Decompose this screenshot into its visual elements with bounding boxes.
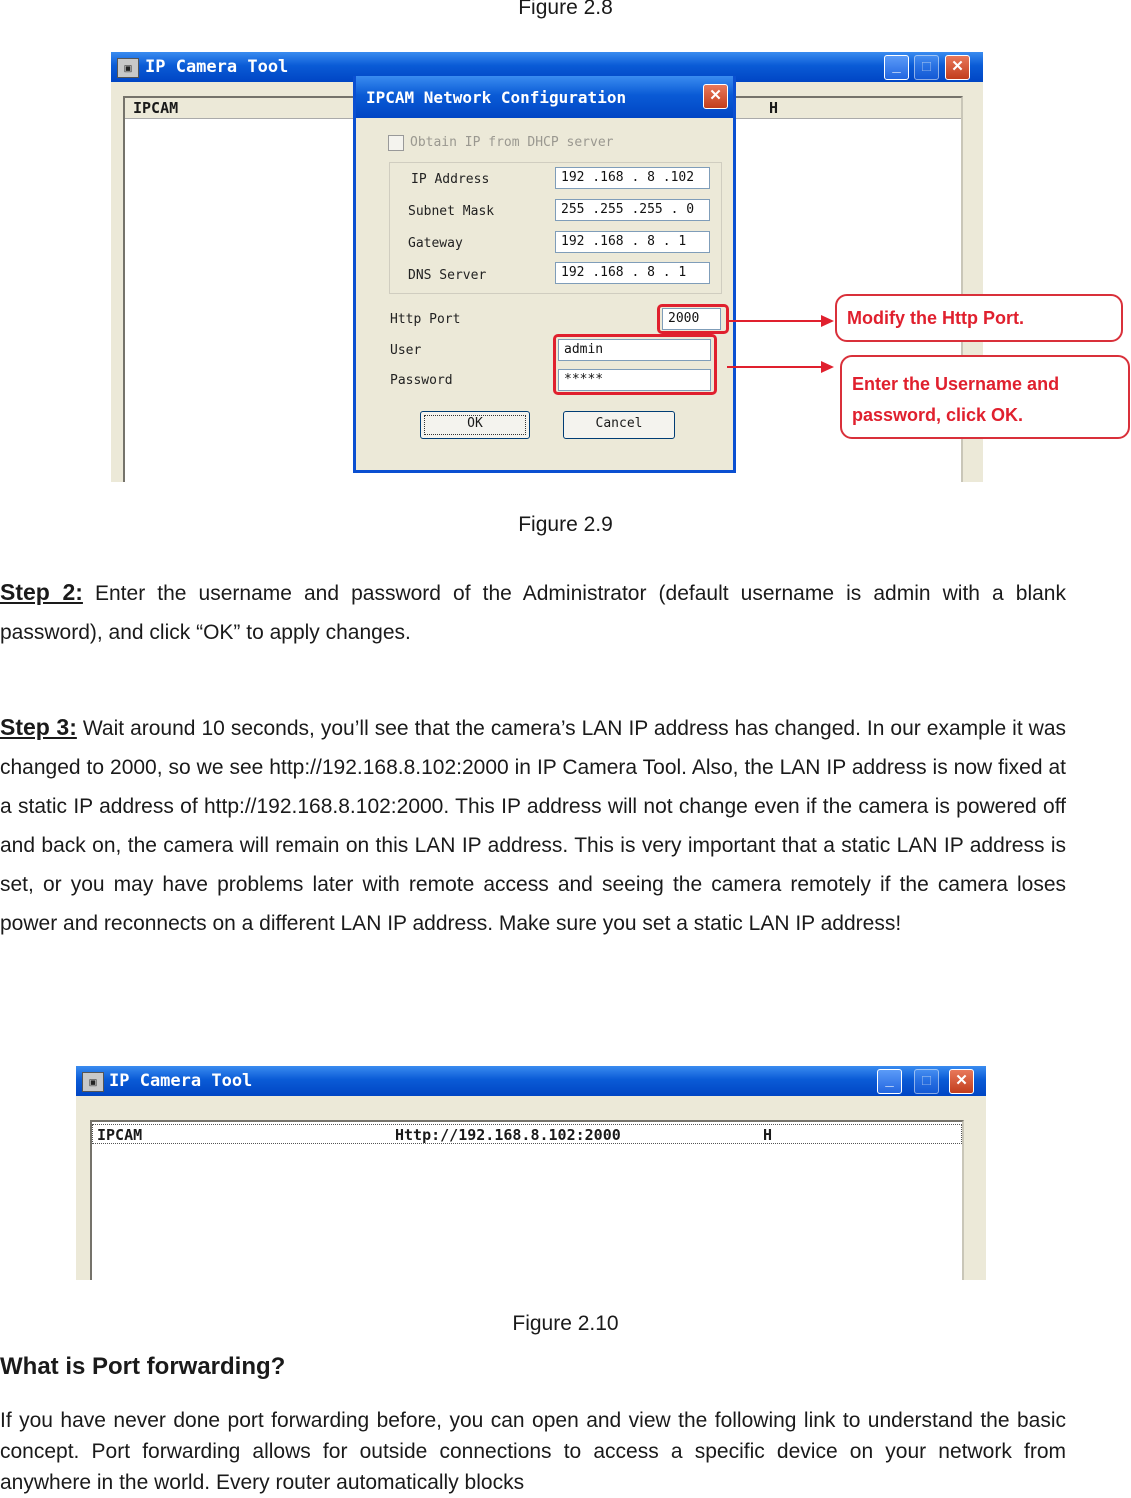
callout-line-1: Enter the Username and	[852, 374, 1060, 394]
ip-camera-tool-window-2	[76, 1066, 986, 1280]
app-icon: ▣	[117, 58, 139, 78]
list-col-ipcam: IPCAM	[133, 99, 179, 117]
minimize-icon[interactable]: _	[884, 55, 909, 80]
password-field[interactable]: *****	[558, 369, 711, 391]
step-3-text: Wait around 10 seconds, you’ll see that the camera’s LAN IP address has changed. In our example it was changed to 2000, so we see http://192.168.8.102:2000 in IP Camera Tool. Also, the LAN IP address is now fixed at a static IP address of http://192.168.8.102:2000. This IP address will not change even if the camera is powered off and back on, the camera will remain on this LAN IP address. This is very important that a static LAN IP address is set, or you may have problems later with remote access and seeing the camera remotely if the camera loses power and reconnects on a different LAN IP address. Make sure you set a static LAN IP address!	[0, 717, 1067, 935]
gateway-label: Gateway	[408, 236, 463, 251]
http-port-label: Http Port	[390, 312, 461, 327]
step-2-label: Step 2:	[0, 579, 83, 605]
list-col-h-2: H	[763, 1126, 773, 1144]
step-3-paragraph	[0, 708, 1066, 943]
dns-server-field[interactable]: 192 .168 . 8 . 1	[555, 262, 710, 284]
arrow-head-2	[821, 361, 834, 373]
ip-address-label: IP Address	[411, 172, 490, 187]
list-col-http-url: Http://192.168.8.102:2000	[395, 1126, 621, 1144]
dialog-title: IPCAM Network Configuration	[366, 88, 627, 107]
camera-list-2[interactable]	[90, 1120, 964, 1280]
step-2-text: Enter the username and password of the Administrator (default username is admin with a blank password), and click “OK” to apply changes.	[0, 582, 1066, 644]
user-field[interactable]: admin	[558, 339, 711, 361]
cancel-button[interactable]: Cancel	[563, 411, 675, 439]
window-title-2: IP Camera Tool	[109, 1071, 253, 1091]
port-forwarding-paragraph: If you have never done port forwarding before, you can open and view the following link to understand the basic concept. Port forwarding allows for outside connections to access a specific device on your network from anywhere in the world. Every router automatically blocks	[0, 1409, 1066, 1494]
ip-address-field[interactable]: 192 .168 . 8 .102	[555, 167, 710, 189]
callout-modify-http-port	[835, 294, 1123, 342]
dialog-close-icon[interactable]: ✕	[703, 84, 728, 109]
subnet-mask-label: Subnet Mask	[408, 204, 495, 219]
close-icon-2[interactable]: ✕	[949, 1069, 974, 1094]
ok-button[interactable]: OK	[420, 411, 530, 439]
figure-2-8-caption: Figure 2.8	[518, 0, 613, 19]
list-col-h: H	[769, 99, 779, 117]
figure-2-9-caption: Figure 2.9	[518, 513, 613, 536]
arrow-head-1	[821, 315, 834, 327]
password-label: Password	[390, 373, 453, 388]
window-titlebar-2	[76, 1066, 986, 1096]
user-label: User	[390, 343, 422, 358]
http-port-field[interactable]: 2000	[662, 308, 721, 330]
app-icon-2: ▣	[82, 1072, 104, 1092]
port-forwarding-heading: What is Port forwarding?	[0, 1353, 286, 1380]
callout-enter-credentials	[840, 355, 1130, 439]
list-col-ipcam-2: IPCAM	[97, 1126, 143, 1144]
figure-2-10-caption: Figure 2.10	[512, 1312, 619, 1335]
minimize-icon-2[interactable]: _	[877, 1069, 902, 1094]
callout-modify-http-port-text: Modify the Http Port.	[847, 308, 1024, 328]
maximize-icon[interactable]: □	[914, 55, 939, 80]
step-2-paragraph	[0, 573, 1066, 652]
maximize-icon-2[interactable]: □	[914, 1069, 939, 1094]
subnet-mask-field[interactable]: 255 .255 .255 . 0	[555, 199, 710, 221]
step-3-label: Step 3:	[0, 714, 77, 740]
gateway-field[interactable]: 192 .168 . 8 . 1	[555, 231, 710, 253]
window-title: IP Camera Tool	[145, 57, 289, 77]
dhcp-label: Obtain IP from DHCP server	[410, 135, 614, 150]
dns-server-label: DNS Server	[408, 268, 487, 283]
close-icon[interactable]: ✕	[945, 55, 970, 80]
callout-line-2: password, click OK.	[852, 405, 1024, 425]
camera-list-row-selected[interactable]	[92, 1124, 962, 1144]
